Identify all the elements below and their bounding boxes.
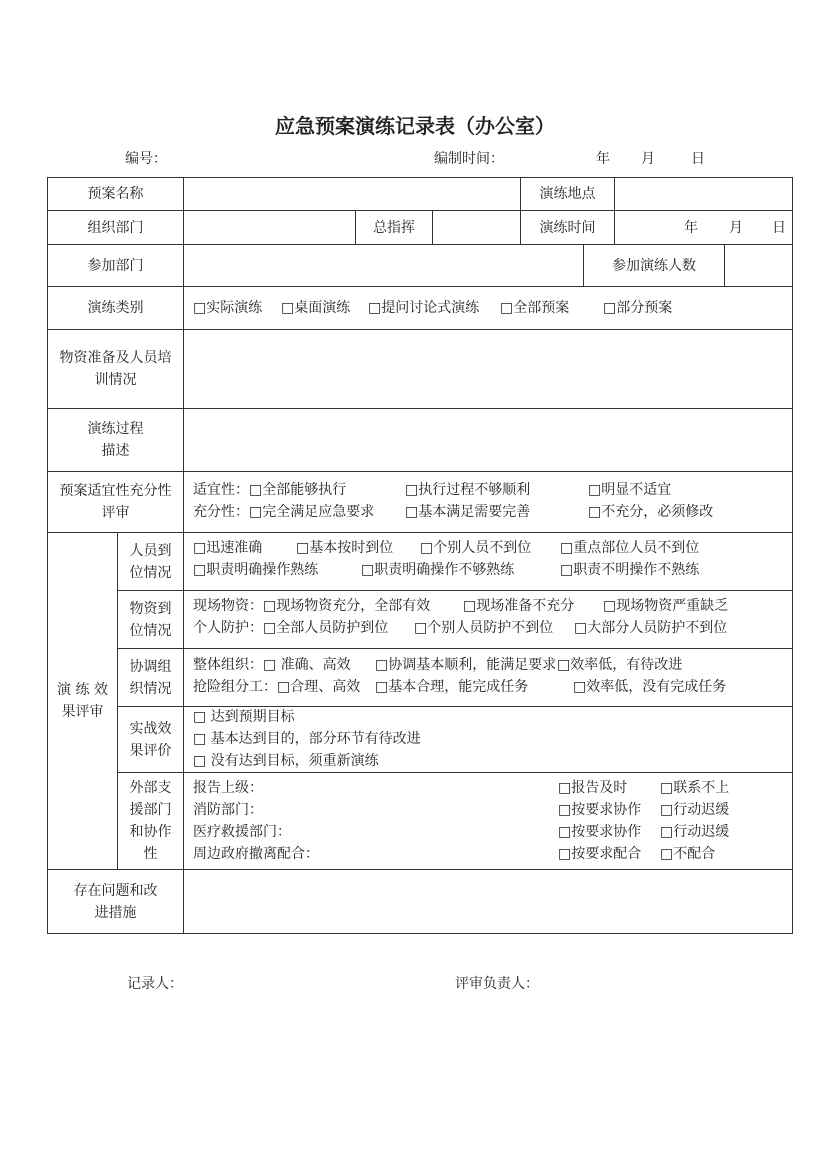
item-label: 医疗救援部门： bbox=[193, 824, 291, 840]
option[interactable]: □基本满足需要完善 bbox=[405, 504, 531, 520]
option[interactable]: □职责不明操作不熟练 bbox=[560, 562, 700, 578]
item-label: 消防部门： bbox=[193, 802, 263, 818]
option[interactable]: □效率低，有待改进 bbox=[557, 657, 683, 673]
date-label: 编制时间： bbox=[434, 151, 504, 167]
option[interactable]: □不充分，必须修改 bbox=[588, 504, 714, 520]
location-field[interactable] bbox=[614, 177, 793, 211]
option[interactable]: □按要求协作 bbox=[558, 824, 642, 840]
option[interactable]: □执行过程不够顺利 bbox=[405, 482, 531, 498]
plan-name-field[interactable] bbox=[183, 177, 521, 211]
materials-label bbox=[47, 329, 184, 409]
label-text: 物资到位情况 bbox=[129, 600, 172, 639]
option[interactable]: □基本按时到位 bbox=[296, 540, 394, 556]
materials-field[interactable] bbox=[183, 329, 793, 409]
label-text: 外部支援部门和协作性 bbox=[129, 780, 172, 862]
label-text: 存在问题和改进措施 bbox=[73, 882, 158, 921]
label-text: 演练类别 bbox=[87, 300, 144, 316]
commander-label bbox=[355, 210, 433, 245]
option[interactable]: □重点部位人员不到位 bbox=[560, 540, 700, 556]
day-label: 日 bbox=[691, 151, 705, 167]
participant-count-field[interactable] bbox=[724, 244, 793, 287]
option[interactable]: □基本合理，能完成任务 bbox=[375, 679, 529, 695]
drill-month: 月 bbox=[729, 220, 743, 236]
option[interactable]: 现场物资：□现场物资充分，全部有效 bbox=[193, 598, 431, 614]
external-label bbox=[117, 772, 184, 870]
month-label: 月 bbox=[641, 151, 655, 167]
label-text: 组织部门 bbox=[87, 219, 144, 236]
process-field[interactable] bbox=[183, 408, 793, 472]
label-text: 预案名称 bbox=[87, 186, 144, 202]
participants-field[interactable] bbox=[183, 244, 584, 287]
option[interactable]: □报告及时 bbox=[558, 780, 628, 796]
number-label: 编号： bbox=[125, 151, 167, 167]
option[interactable]: □ 没有达到目标，须重新演练 bbox=[193, 753, 379, 769]
option[interactable]: 整体组织：□ 准确、高效 bbox=[193, 657, 351, 673]
recorder-label: 记录人： bbox=[127, 976, 183, 992]
option[interactable]: □行动迟缓 bbox=[660, 824, 730, 840]
label-text: 人员到位情况 bbox=[129, 542, 172, 581]
label-text: 总指挥 bbox=[373, 219, 415, 236]
option[interactable]: □按要求协作 bbox=[558, 802, 642, 818]
option[interactable]: □现场物资严重缺乏 bbox=[603, 598, 729, 614]
supplies-label bbox=[117, 590, 184, 649]
issues-field[interactable] bbox=[183, 869, 793, 934]
commander-field[interactable] bbox=[432, 210, 521, 245]
label-text: 演 练 效果评审 bbox=[57, 682, 108, 720]
option[interactable]: □大部分人员防护不到位 bbox=[574, 620, 728, 636]
drill-type-option[interactable]: □桌面演练 bbox=[281, 300, 351, 316]
option[interactable]: □明显不适宜 bbox=[588, 482, 672, 498]
page-title: 应急预案演练记录表（办公室） bbox=[275, 114, 555, 138]
issues-label bbox=[47, 869, 184, 934]
label-text: 演练时间 bbox=[539, 219, 596, 236]
option[interactable]: □ 基本达到目的，部分环节有待改进 bbox=[193, 731, 421, 747]
year-label: 年 bbox=[596, 151, 610, 167]
reviewer-label: 评审负责人： bbox=[455, 976, 539, 992]
option[interactable]: □ 达到预期目标 bbox=[193, 709, 295, 725]
drill-type-option[interactable]: □全部预案 bbox=[500, 300, 570, 316]
effect-review-label bbox=[47, 532, 118, 870]
option[interactable]: □职责明确操作不够熟练 bbox=[361, 562, 515, 578]
location-label bbox=[520, 177, 615, 211]
drill-day: 日 bbox=[772, 220, 786, 236]
drill-type-option[interactable]: □实际演练 bbox=[193, 300, 263, 316]
label-text: 演练过程描述 bbox=[87, 421, 144, 459]
suitability-label bbox=[47, 471, 184, 533]
label-text: 演练地点 bbox=[539, 186, 596, 202]
option[interactable]: 抢险组分工：□合理、高效 bbox=[193, 679, 361, 695]
org-dept-label bbox=[47, 210, 184, 245]
drill-type-label bbox=[47, 286, 184, 330]
personnel-label bbox=[117, 532, 184, 591]
org-dept-field[interactable] bbox=[183, 210, 356, 245]
option[interactable]: □按要求配合 bbox=[558, 846, 642, 862]
label-text: 参加部门 bbox=[87, 257, 144, 274]
option[interactable]: 个人防护：□全部人员防护到位 bbox=[193, 620, 389, 636]
process-label bbox=[47, 408, 184, 472]
coordination-label bbox=[117, 648, 184, 707]
drill-time-label bbox=[520, 210, 615, 245]
label-text: 实战效果评价 bbox=[129, 720, 172, 759]
label-text: 参加演练人数 bbox=[612, 257, 696, 274]
option[interactable]: □个别人员防护不到位 bbox=[414, 620, 554, 636]
drill-type-option[interactable]: □提问讨论式演练 bbox=[368, 300, 480, 316]
option[interactable]: □现场准备不充分 bbox=[463, 598, 575, 614]
option[interactable]: □行动迟缓 bbox=[660, 802, 730, 818]
option[interactable]: □协调基本顺利，能满足要求 bbox=[375, 657, 557, 673]
drill-type-field bbox=[183, 286, 793, 330]
item-label: 报告上级： bbox=[193, 780, 263, 796]
participants-label bbox=[47, 244, 184, 287]
option[interactable]: 充分性：□完全满足应急要求 bbox=[193, 504, 375, 520]
drill-time-field[interactable] bbox=[614, 210, 793, 245]
plan-name-label bbox=[47, 177, 184, 211]
label-text: 预案适宜性充分性评审 bbox=[59, 483, 172, 521]
label-text: 物资准备及人员培训情况 bbox=[59, 350, 172, 388]
participant-count-label bbox=[583, 244, 725, 287]
option[interactable]: □联系不上 bbox=[660, 780, 730, 796]
item-label: 周边政府撤离配合： bbox=[193, 846, 319, 862]
drill-type-option[interactable]: □部分预案 bbox=[603, 300, 673, 316]
drill-year: 年 bbox=[684, 220, 698, 236]
option[interactable]: □职责明确操作熟练 bbox=[193, 562, 319, 578]
option[interactable]: □个别人员不到位 bbox=[420, 540, 532, 556]
option[interactable]: □不配合 bbox=[660, 846, 716, 862]
option[interactable]: □迅速准确 bbox=[193, 540, 263, 556]
label-text: 协调组织情况 bbox=[129, 658, 172, 697]
option[interactable]: □效率低，没有完成任务 bbox=[573, 679, 727, 695]
combat-label bbox=[117, 706, 184, 773]
option[interactable]: 适宜性：□全部能够执行 bbox=[193, 482, 347, 498]
